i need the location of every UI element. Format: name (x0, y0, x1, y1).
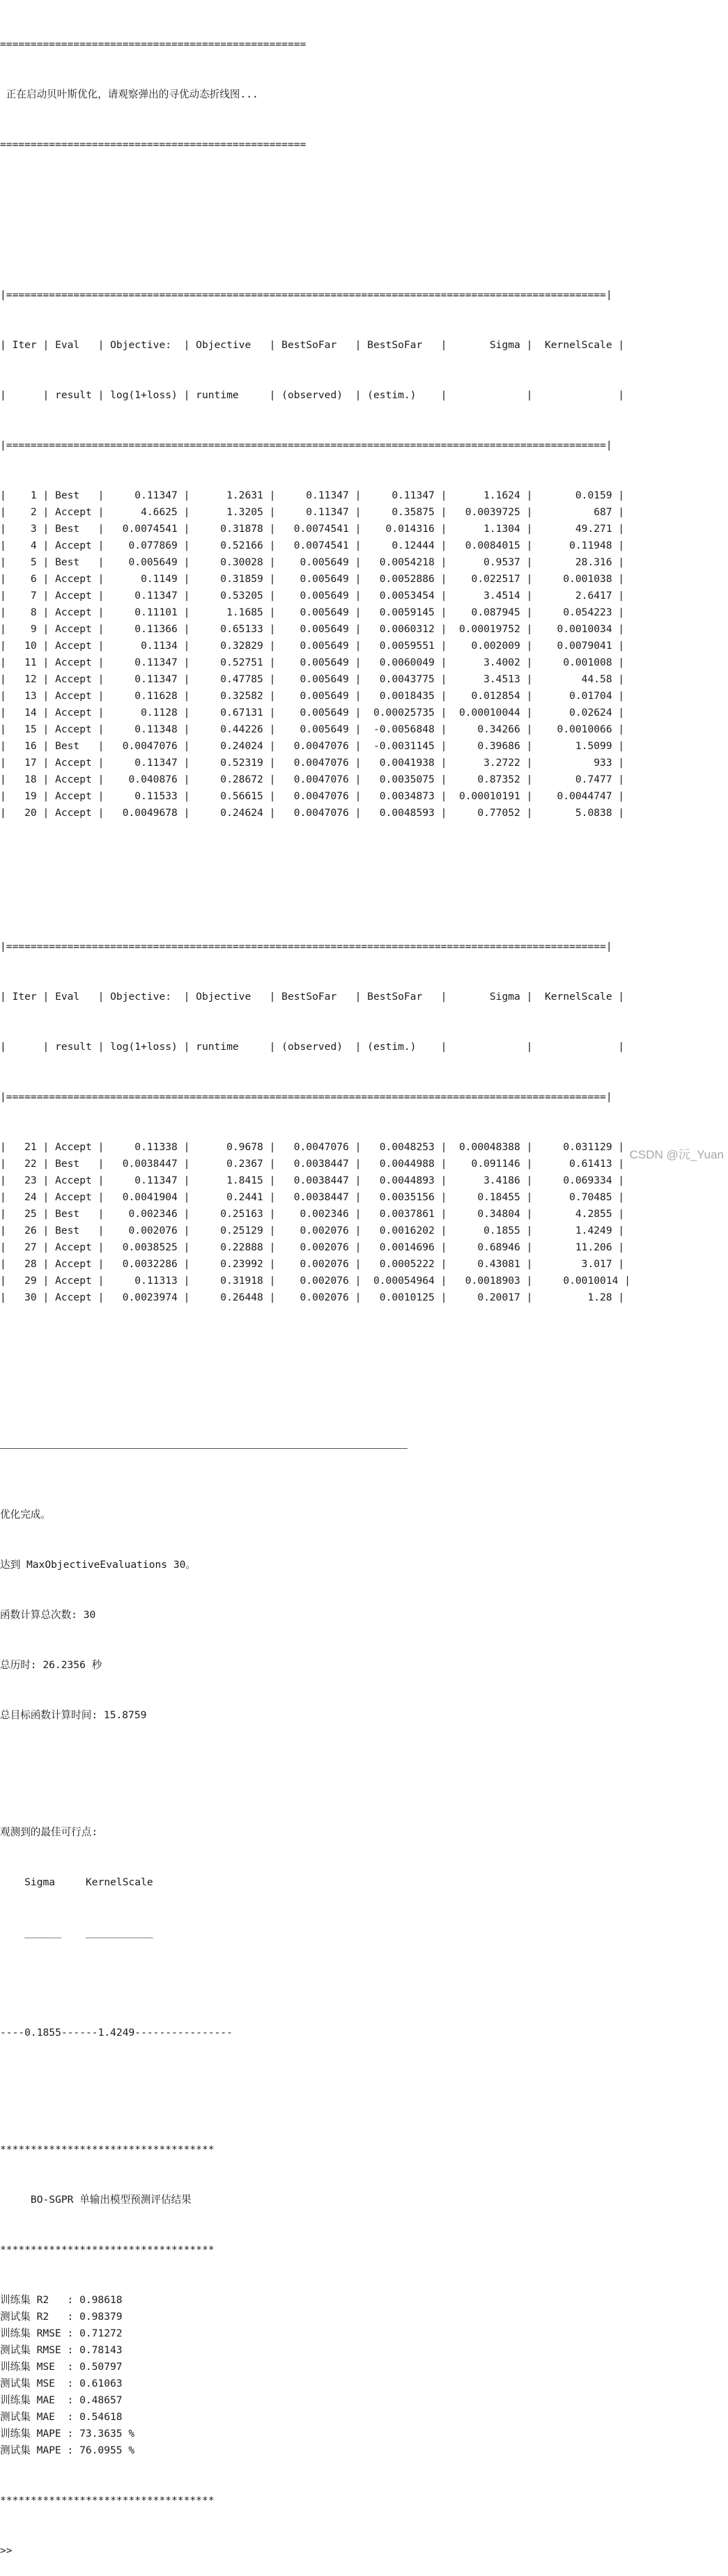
best-point-values: ----0.1855------1.4249---------------- (0, 2027, 233, 2039)
command-prompt[interactable]: >> (0, 2545, 13, 2557)
metric-line: 训练集 RMSE : 0.71272 (0, 2327, 123, 2339)
summary-objective-time: 总目标函数计算时间: 15.8759 (0, 1709, 147, 1721)
kernelscale-underline: ___________ (86, 1926, 153, 1938)
table-row: | 9 | Accept | 0.11366 | 0.65133 | 0.005649 | 0.0060312 | 0.00019752 | 0.0010034 | (0, 623, 625, 635)
table-row: | 30 | Accept | 0.0023974 | 0.26448 | 0.002076 | 0.0010125 | 0.20017 | 1.28 | (0, 1291, 625, 1303)
table-row: | 19 | Accept | 0.11533 | 0.56615 | 0.0047076 | 0.0034873 | 0.00010191 | 0.0044747 | (0, 790, 625, 802)
metrics-list (0, 2292, 728, 2459)
table-row: | 21 | Accept | 0.11338 | 0.9678 | 0.0047076 | 0.0048253 | 0.00048388 | 0.031129 | (0, 1141, 625, 1153)
table-rows-group-2 (0, 1139, 728, 1306)
banner-separator-top: ================================================== (0, 38, 307, 50)
table-row: | 14 | Accept | 0.1128 | 0.67131 | 0.005649 | 0.00025735 | 0.00010044 | 0.02624 | (0, 707, 625, 718)
metric-line: 训练集 MAPE : 73.3635 % (0, 2428, 135, 2440)
table-row: | 24 | Accept | 0.0041904 | 0.2441 | 0.0038447 | 0.0035156 | 0.18455 | 0.70485 | (0, 1191, 625, 1203)
blank-line (0, 1757, 728, 1774)
results-stars-middle: *********************************** (0, 2244, 215, 2256)
metric-line: 测试集 MAPE : 76.0955 % (0, 2444, 135, 2456)
matlab-command-window[interactable] (0, 3, 728, 2557)
metric-line: 测试集 R2 : 0.98379 (0, 2311, 123, 2323)
csdn-watermark: CSDN @沅_Yuan (629, 1148, 724, 1161)
summary-reached: 达到 MaxObjectiveEvaluations 30。 (0, 1559, 196, 1571)
table-border: |==================================================================================================| (0, 439, 612, 451)
banner-message: 正在启动贝叶斯优化，请观察弹出的寻优动态折线图... (0, 88, 258, 100)
blank-line (0, 1390, 728, 1406)
table-row: | 16 | Best | 0.0047076 | 0.24024 | 0.0047076 | -0.0031145 | 0.39686 | 1.5099 | (0, 740, 625, 752)
table-row: | 22 | Best | 0.0038447 | 0.2367 | 0.0038447 | 0.0044988 | 0.091146 | 0.61413 | (0, 1158, 625, 1170)
table-row: | 15 | Accept | 0.11348 | 0.44226 | 0.005649 | -0.0056848 | 0.34266 | 0.0010066 | (0, 723, 625, 735)
table-row: | 28 | Accept | 0.0032286 | 0.23992 | 0.002076 | 0.0005222 | 0.43081 | 3.017 | (0, 1258, 625, 1270)
table-row: | 13 | Accept | 0.11628 | 0.32582 | 0.005649 | 0.0018435 | 0.012854 | 0.01704 | (0, 690, 625, 702)
table-row: | 8 | Accept | 0.11101 | 1.1685 | 0.005649 | 0.0059145 | 0.087945 | 0.054223 | (0, 606, 625, 618)
blank-line (0, 187, 728, 203)
table-row: | 7 | Accept | 0.11347 | 0.53205 | 0.005649 | 0.0053454 | 3.4514 | 2.6417 | (0, 590, 625, 602)
banner-separator-bottom: ================================================== (0, 139, 307, 150)
table-row: | 1 | Best | 0.11347 | 1.2631 | 0.11347 | 0.11347 | 1.1624 | 0.0159 | (0, 489, 625, 501)
best-point-underlines (0, 1924, 728, 1941)
table-row: | 12 | Accept | 0.11347 | 0.47785 | 0.005649 | 0.0043775 | 3.4513 | 44.58 | (0, 673, 625, 685)
table-row: | 18 | Accept | 0.040876 | 0.28672 | 0.0047076 | 0.0035075 | 0.87352 | 0.7477 | (0, 773, 625, 785)
metric-line: 测试集 RMSE : 0.78143 (0, 2344, 123, 2356)
metric-line: 训练集 MAE : 0.48657 (0, 2394, 123, 2406)
table-row: | 4 | Accept | 0.077869 | 0.52166 | 0.0074541 | 0.12444 | 0.0084015 | 0.11948 | (0, 540, 625, 551)
table-row: | 25 | Best | 0.002346 | 0.25163 | 0.002346 | 0.0037861 | 0.34804 | 4.2855 | (0, 1208, 625, 1220)
table-border: |==================================================================================================| (0, 1091, 612, 1103)
summary-divider (0, 1448, 408, 1449)
table-row: | 17 | Accept | 0.11347 | 0.52319 | 0.0047076 | 0.0041938 | 3.2722 | 933 | (0, 757, 625, 769)
table-row: | 23 | Accept | 0.11347 | 1.8415 | 0.0038447 | 0.0044893 | 3.4186 | 0.069334 | (0, 1175, 625, 1186)
table-rows-group-1 (0, 487, 728, 822)
results-title: BO-SGPR 单输出模型预测评估结果 (0, 2194, 192, 2206)
table-border: |==================================================================================================| (0, 941, 612, 952)
summary-elapsed: 总历时: 26.2356 秒 (0, 1659, 102, 1671)
metric-line: 训练集 R2 : 0.98618 (0, 2294, 123, 2306)
table-row: | 6 | Accept | 0.1149 | 0.31859 | 0.005649 | 0.0052886 | 0.022517 | 0.001038 | (0, 573, 625, 585)
optimization-table-part-2 (0, 905, 728, 1340)
table-header-row-2: | | result | log(1+loss) | runtime | (observed) | (estim.) | | | (0, 389, 625, 401)
table-header-row-1: | Iter | Eval | Objective: | Objective | BestSoFar | BestSoFar | Sigma | KernelScale | (0, 991, 625, 1003)
table-row: | 29 | Accept | 0.11313 | 0.31918 | 0.002076 | 0.00054964 | 0.0018903 | 0.0010014 | (0, 1275, 630, 1287)
sigma-underline: ______ (24, 1926, 61, 1938)
table-row: | 27 | Accept | 0.0038525 | 0.22888 | 0.002076 | 0.0014696 | 0.68946 | 11.206 | (0, 1241, 625, 1253)
metric-line: 测试集 MAE : 0.54618 (0, 2411, 123, 2423)
table-row: | 26 | Best | 0.002076 | 0.25129 | 0.002076 | 0.0016202 | 0.1855 | 1.4249 | (0, 1225, 625, 1236)
metric-line: 训练集 MSE : 0.50797 (0, 2361, 123, 2373)
metric-line: 测试集 MSE : 0.61063 (0, 2378, 123, 2389)
table-row: | 2 | Accept | 4.6625 | 1.3205 | 0.11347 | 0.35875 | 0.0039725 | 687 | (0, 506, 625, 518)
results-stars-bottom: *********************************** (0, 2495, 215, 2506)
best-point-header: Sigma KernelScale (0, 1876, 153, 1888)
summary-done: 优化完成。 (0, 1509, 51, 1521)
table-row: | 20 | Accept | 0.0049678 | 0.24624 | 0.0047076 | 0.0048593 | 0.77052 | 5.0838 | (0, 807, 625, 819)
optimization-table-part-1 (0, 253, 728, 855)
table-border: |==================================================================================================| (0, 289, 612, 301)
best-point-title: 观测到的最佳可行点: (0, 1826, 98, 1838)
summary-total-evals: 函数计算总次数: 30 (0, 1609, 96, 1621)
table-row: | 5 | Best | 0.005649 | 0.30028 | 0.005649 | 0.0054218 | 0.9537 | 28.316 | (0, 556, 625, 568)
blank-line (0, 1974, 728, 1991)
table-row: | 11 | Accept | 0.11347 | 0.52751 | 0.005649 | 0.0060049 | 3.4002 | 0.001008 | (0, 657, 625, 668)
results-stars-top: *********************************** (0, 2144, 215, 2155)
table-header-row-2: | | result | log(1+loss) | runtime | (observed) | (estim.) | | | (0, 1041, 625, 1053)
table-row: | 3 | Best | 0.0074541 | 0.31878 | 0.0074541 | 0.014316 | 1.1304 | 49.271 | (0, 523, 625, 535)
table-header-row-1: | Iter | Eval | Objective: | Objective | BestSoFar | BestSoFar | Sigma | KernelScale | (0, 339, 625, 351)
table-row: | 10 | Accept | 0.1134 | 0.32829 | 0.005649 | 0.0059551 | 0.002009 | 0.0079041 | (0, 640, 625, 652)
blank-line (0, 2075, 728, 2091)
